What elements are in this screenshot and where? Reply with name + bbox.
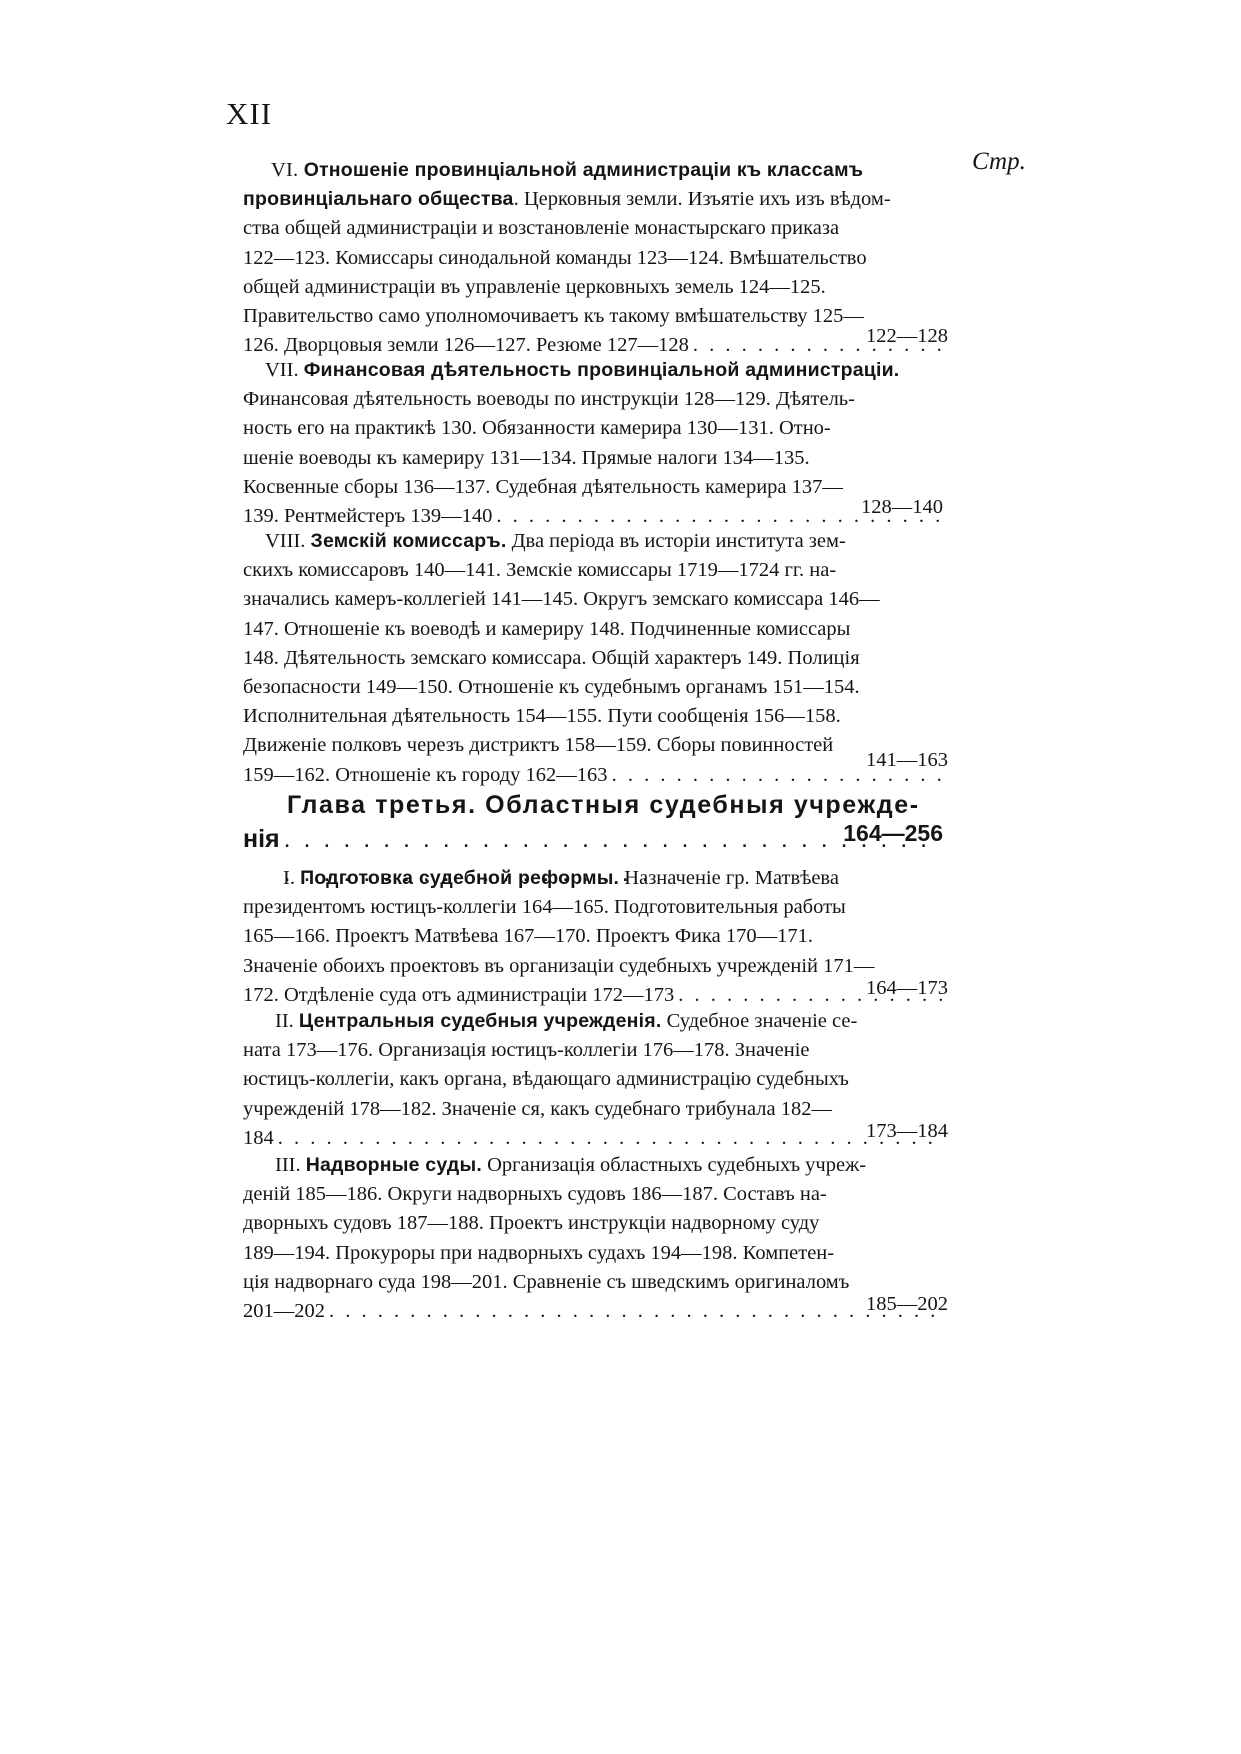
entry-line: провинціальнаго общества. Церковныя земли. Изъятіе ихъ изъ вѣдом- <box>243 188 891 211</box>
entry-line: президентомъ юстицъ-коллегіи 164—165. Подготовительныя работы <box>243 896 846 919</box>
chapter-title: Глава третья. Областныя судебныя учрежде- <box>287 791 920 819</box>
entry-pages: 185—202 <box>866 1293 948 1315</box>
entry-number: VI. <box>271 159 299 181</box>
entry-line: 148. Дѣятельность земскаго комиссара. Общій характеръ 149. Полиція <box>243 646 860 669</box>
entry-title: Надворные суды. <box>305 1154 482 1176</box>
chapter-pages: 164—256 <box>843 820 943 846</box>
entry-pages: 141—163 <box>866 749 948 771</box>
entry-title: Отношеніе провинціальной администраціи къ классамъ <box>303 159 864 181</box>
entry-last-line: 139. Рентмейстеръ 139—140. . . <box>243 502 943 531</box>
entry-last-line: 159—162. Отношеніе къ городу 162—163. . . <box>243 761 943 790</box>
entry-last-line: 201—202. . . <box>243 1297 943 1326</box>
entry-pages: 128—140 <box>861 496 943 518</box>
entry-line: ства общей администраціи и возстановленіе монастырскаго приказа <box>243 217 840 240</box>
entry-line: значались камеръ-коллегіей 141—145. Округъ земскаго комиссара 146— <box>243 588 880 611</box>
page-column-label: Стр. <box>972 148 1026 175</box>
entry-first-line-rest: Назначеніе гр. Матвѣева <box>624 867 839 889</box>
entry-first-line-rest: Два періода въ исторіи института зем- <box>511 530 846 552</box>
entry-title: Подготовка судебной реформы. <box>300 867 620 889</box>
entry-line: ность его на практикѣ 130. Обязанности камерира 130—131. Отно- <box>243 417 831 440</box>
entry-line: ція надворнаго суда 198—201. Сравненіе съ шведскимъ оригиналомъ <box>243 1270 850 1293</box>
entry-line: Движеніе полковъ черезъ дистриктъ 158—159. Сборы повинностей <box>243 734 834 757</box>
entry-title: Центральныя судебныя учрежденія. <box>298 1010 662 1032</box>
entry-number: VIII. <box>265 530 306 552</box>
entry-line: 165—166. Проектъ Матвѣева 167—170. Проектъ Фика 170—171. <box>243 925 814 948</box>
entry-first-line-rest: Организація областныхъ судебныхъ учреж- <box>487 1154 867 1176</box>
entry-line: Значеніе обоихъ проектовъ въ организаціи судебныхъ учрежденій 171— <box>243 954 875 977</box>
entry-line: шеніе воеводы къ камериру 131—134. Прямые налоги 134—135. <box>243 446 810 469</box>
entry-line: учрежденій 178—182. Значеніе ся, какъ судебнаго трибунала 182— <box>243 1097 833 1120</box>
entry-last-line: 172. Отдѣленіе суда отъ администраціи 172—173. . . <box>243 981 943 1010</box>
entry-first-line-rest: Судебное значеніе се- <box>666 1010 858 1032</box>
entry-number: I. <box>283 867 295 889</box>
entry-line: общей администраціи въ управленіе церковныхъ земель 124—125. <box>243 275 826 298</box>
entry-number: II. <box>275 1010 294 1032</box>
entry-line: юстицъ-коллегіи, какъ органа, вѣдающаго администрацію судебныхъ <box>243 1068 849 1091</box>
entry-title: Земскій комиссаръ. <box>310 530 507 552</box>
entry-last-line: 126. Дворцовыя земли 126—127. Резюме 127—128. . . <box>243 331 943 360</box>
entry-pages: 164—173 <box>866 977 948 999</box>
entry-line: 122—123. Комиссары синодальной команды 123—124. Вмѣшательство <box>243 246 867 269</box>
entry-number: VII. <box>265 359 299 381</box>
chapter-title-continued: нія <box>243 825 280 853</box>
entry-line: 147. Отношеніе къ воеводѣ и камериру 148. Подчиненные комиссары <box>243 617 851 640</box>
entry-line: деній 185—186. Округи надворныхъ судовъ 186—187. Составъ на- <box>243 1183 827 1206</box>
entry-line: безопасности 149—150. Отношеніе къ судебнымъ органамъ 151—154. <box>243 675 860 698</box>
page-number: XII <box>226 96 273 131</box>
entry-line: скихъ комиссаровъ 140—141. Земскіе комиссары 1719—1724 гг. на- <box>243 559 837 582</box>
entry-line: 189—194. Прокуроры при надворныхъ судахъ 194—198. Компетен- <box>243 1241 835 1264</box>
entry-pages: 173—184 <box>866 1120 948 1142</box>
entry-line: Правительство само уполномочиваетъ къ такому вмѣшательству 125— <box>243 304 864 327</box>
entry-line: Косвенные сборы 136—137. Судебная дѣятельность камерира 137— <box>243 475 843 498</box>
entry-title: Финансовая дѣятельность провинціальной администраціи. <box>303 359 900 381</box>
entry-line: ната 173—176. Организація юстицъ-коллегіи 176—178. Значеніе <box>243 1039 810 1062</box>
entry-line: Исполнительная дѣятельность 154—155. Пути сообщенія 156—158. <box>243 705 841 728</box>
entry-line: Финансовая дѣятельность воеводы по инструкціи 128—129. Дѣятель- <box>243 388 855 411</box>
entry-line: дворныхъ судовъ 187—188. Проектъ инструкціи надворному суду <box>243 1212 820 1235</box>
entry-pages: 122—128 <box>866 325 948 347</box>
entry-last-line: 184. . . <box>243 1124 943 1153</box>
entry-number: III. <box>275 1154 301 1176</box>
